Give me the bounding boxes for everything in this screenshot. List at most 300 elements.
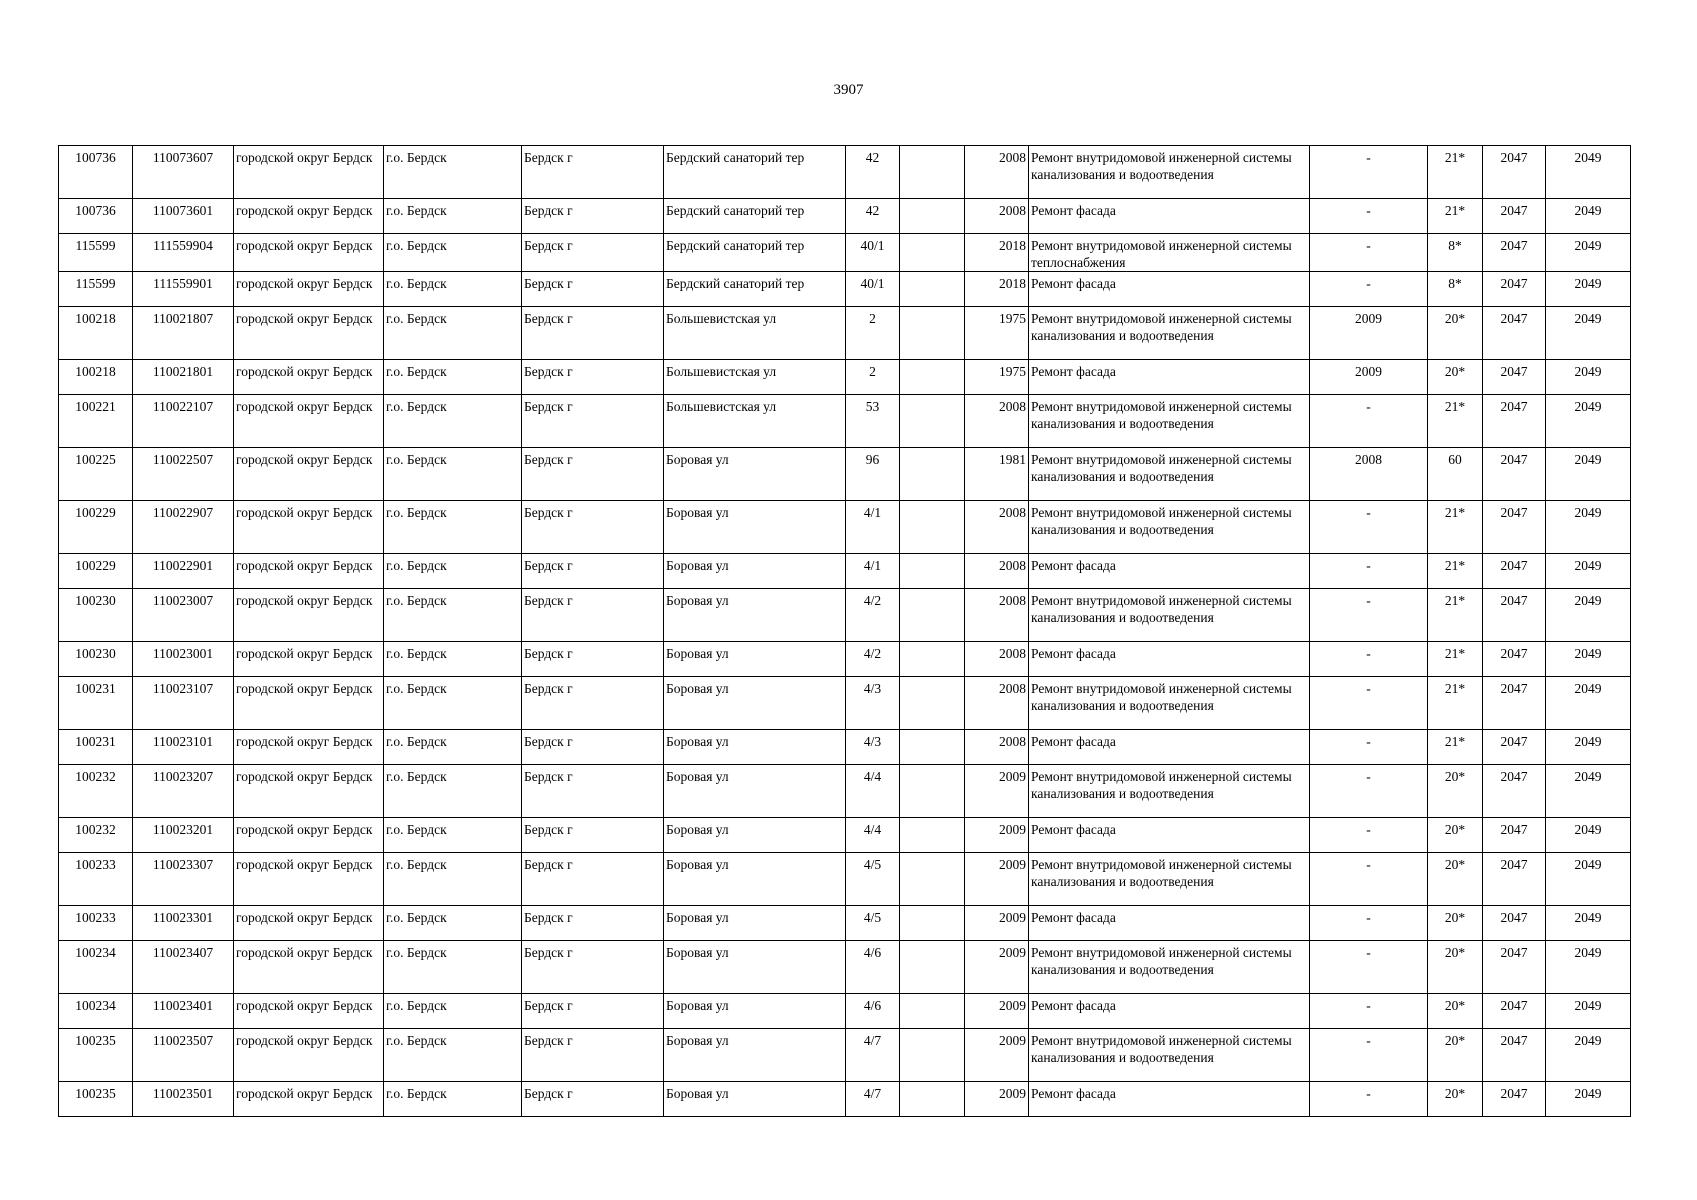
work-type-cell: Ремонт внутридомовой инженерной системы канализования и водоотведения — [1029, 501, 1310, 554]
settlement-cell: Бердск г — [522, 642, 664, 677]
work-code-cell: 111559904 — [133, 234, 234, 272]
build-year-cell: 2008 — [965, 199, 1029, 234]
build-year-cell: 2018 — [965, 234, 1029, 272]
house-number-cell: 4/6 — [846, 941, 900, 994]
table-row — [59, 589, 1631, 642]
wear-percent-cell: 21* — [1428, 642, 1483, 677]
table-row — [59, 146, 1631, 199]
street-cell: Боровая ул — [664, 853, 846, 906]
building-cell — [900, 765, 965, 818]
wear-percent-cell: 20* — [1428, 765, 1483, 818]
street-cell: Бердский санаторий тер — [664, 199, 846, 234]
last-repair-year-cell: - — [1310, 941, 1428, 994]
last-repair-year-cell: - — [1310, 1029, 1428, 1082]
work-type-cell: Ремонт внутридомовой инженерной системы канализования и водоотведения — [1029, 941, 1310, 994]
page-number: 3907 — [833, 82, 864, 98]
work-code-cell: 110023301 — [133, 906, 234, 941]
settlement-cell: Бердск г — [522, 994, 664, 1029]
work-type-cell: Ремонт фасада — [1029, 642, 1310, 677]
end-year-cell: 2049 — [1546, 642, 1631, 677]
wear-percent-cell: 20* — [1428, 818, 1483, 853]
last-repair-year-cell: - — [1310, 272, 1428, 307]
build-year-cell: 2008 — [965, 642, 1029, 677]
table-row — [59, 906, 1631, 941]
wear-percent-cell: 21* — [1428, 501, 1483, 554]
work-type-cell: Ремонт фасада — [1029, 272, 1310, 307]
end-year-cell: 2049 — [1546, 199, 1631, 234]
settlement-cell: Бердск г — [522, 853, 664, 906]
wear-percent-cell: 21* — [1428, 589, 1483, 642]
start-year-cell: 2047 — [1483, 1082, 1546, 1117]
municipality-cell: г.о. Бердск — [384, 906, 522, 941]
house-number-cell: 4/6 — [846, 994, 900, 1029]
district-cell: городской округ Бердск — [234, 448, 384, 501]
last-repair-year-cell: - — [1310, 906, 1428, 941]
build-year-cell: 2008 — [965, 554, 1029, 589]
last-repair-year-cell: 2009 — [1310, 307, 1428, 360]
start-year-cell: 2047 — [1483, 853, 1546, 906]
table-row — [59, 360, 1631, 395]
end-year-cell: 2049 — [1546, 554, 1631, 589]
build-year-cell: 2008 — [965, 677, 1029, 730]
table-row — [59, 307, 1631, 360]
municipality-cell: г.о. Бердск — [384, 589, 522, 642]
settlement-cell: Бердск г — [522, 395, 664, 448]
district-cell: городской округ Бердск — [234, 272, 384, 307]
house-number-cell: 4/3 — [846, 730, 900, 765]
work-code-cell: 110021801 — [133, 360, 234, 395]
last-repair-year-cell: - — [1310, 501, 1428, 554]
last-repair-year-cell: - — [1310, 642, 1428, 677]
house-id-cell: 100233 — [59, 853, 133, 906]
municipality-cell: г.о. Бердск — [384, 941, 522, 994]
street-cell: Боровая ул — [664, 1029, 846, 1082]
wear-percent-cell: 8* — [1428, 272, 1483, 307]
last-repair-year-cell: - — [1310, 554, 1428, 589]
end-year-cell: 2049 — [1546, 1029, 1631, 1082]
house-id-cell: 100218 — [59, 307, 133, 360]
street-cell: Боровая ул — [664, 554, 846, 589]
build-year-cell: 2009 — [965, 818, 1029, 853]
settlement-cell: Бердск г — [522, 360, 664, 395]
house-number-cell: 42 — [846, 146, 900, 199]
wear-percent-cell: 21* — [1428, 395, 1483, 448]
building-cell — [900, 677, 965, 730]
end-year-cell: 2049 — [1546, 730, 1631, 765]
work-code-cell: 110023007 — [133, 589, 234, 642]
work-code-cell: 110022907 — [133, 501, 234, 554]
building-cell — [900, 906, 965, 941]
municipality-cell: г.о. Бердск — [384, 234, 522, 272]
house-id-cell: 100229 — [59, 554, 133, 589]
settlement-cell: Бердск г — [522, 554, 664, 589]
municipality-cell: г.о. Бердск — [384, 554, 522, 589]
work-type-cell: Ремонт внутридомовой инженерной системы канализования и водоотведения — [1029, 448, 1310, 501]
end-year-cell: 2049 — [1546, 307, 1631, 360]
work-code-cell: 110073607 — [133, 146, 234, 199]
street-cell: Боровая ул — [664, 642, 846, 677]
work-type-cell: Ремонт внутридомовой инженерной системы канализования и водоотведения — [1029, 589, 1310, 642]
house-number-cell: 42 — [846, 199, 900, 234]
municipality-cell: г.о. Бердск — [384, 146, 522, 199]
wear-percent-cell: 20* — [1428, 1029, 1483, 1082]
work-code-cell: 110023201 — [133, 818, 234, 853]
last-repair-year-cell: - — [1310, 199, 1428, 234]
work-code-cell: 110023407 — [133, 941, 234, 994]
last-repair-year-cell: - — [1310, 994, 1428, 1029]
work-code-cell: 110022901 — [133, 554, 234, 589]
last-repair-year-cell: - — [1310, 146, 1428, 199]
district-cell: городской округ Бердск — [234, 589, 384, 642]
wear-percent-cell: 21* — [1428, 199, 1483, 234]
house-id-cell: 100235 — [59, 1029, 133, 1082]
street-cell: Большевистская ул — [664, 307, 846, 360]
work-code-cell: 110022107 — [133, 395, 234, 448]
house-id-cell: 100225 — [59, 448, 133, 501]
house-number-cell: 4/2 — [846, 589, 900, 642]
build-year-cell: 2009 — [965, 1082, 1029, 1117]
start-year-cell: 2047 — [1483, 677, 1546, 730]
wear-percent-cell: 8* — [1428, 234, 1483, 272]
build-year-cell: 2009 — [965, 1029, 1029, 1082]
district-cell: городской округ Бердск — [234, 199, 384, 234]
last-repair-year-cell: - — [1310, 234, 1428, 272]
end-year-cell: 2049 — [1546, 448, 1631, 501]
table-row — [59, 1082, 1631, 1117]
street-cell: Бердский санаторий тер — [664, 234, 846, 272]
last-repair-year-cell: 2008 — [1310, 448, 1428, 501]
work-type-cell: Ремонт фасада — [1029, 818, 1310, 853]
building-cell — [900, 1082, 965, 1117]
settlement-cell: Бердск г — [522, 941, 664, 994]
building-cell — [900, 1029, 965, 1082]
work-code-cell: 110023107 — [133, 677, 234, 730]
table-row — [59, 642, 1631, 677]
wear-percent-cell: 21* — [1428, 730, 1483, 765]
end-year-cell: 2049 — [1546, 1082, 1631, 1117]
house-id-cell: 115599 — [59, 234, 133, 272]
district-cell: городской округ Бердск — [234, 234, 384, 272]
municipality-cell: г.о. Бердск — [384, 1082, 522, 1117]
settlement-cell: Бердск г — [522, 765, 664, 818]
last-repair-year-cell: - — [1310, 395, 1428, 448]
street-cell: Боровая ул — [664, 818, 846, 853]
house-id-cell: 100231 — [59, 730, 133, 765]
street-cell: Боровая ул — [664, 501, 846, 554]
house-number-cell: 4/2 — [846, 642, 900, 677]
municipality-cell: г.о. Бердск — [384, 818, 522, 853]
house-id-cell: 100230 — [59, 589, 133, 642]
settlement-cell: Бердск г — [522, 501, 664, 554]
table-row — [59, 730, 1631, 765]
wear-percent-cell: 60 — [1428, 448, 1483, 501]
start-year-cell: 2047 — [1483, 994, 1546, 1029]
municipality-cell: г.о. Бердск — [384, 501, 522, 554]
district-cell: городской округ Бердск — [234, 360, 384, 395]
last-repair-year-cell: - — [1310, 765, 1428, 818]
wear-percent-cell: 20* — [1428, 853, 1483, 906]
district-cell: городской округ Бердск — [234, 1082, 384, 1117]
building-cell — [900, 994, 965, 1029]
settlement-cell: Бердск г — [522, 677, 664, 730]
settlement-cell: Бердск г — [522, 448, 664, 501]
end-year-cell: 2049 — [1546, 272, 1631, 307]
street-cell: Боровая ул — [664, 448, 846, 501]
start-year-cell: 2047 — [1483, 941, 1546, 994]
table-body — [59, 146, 1631, 1117]
municipality-cell: г.о. Бердск — [384, 677, 522, 730]
end-year-cell: 2049 — [1546, 146, 1631, 199]
street-cell: Боровая ул — [664, 730, 846, 765]
municipality-cell: г.о. Бердск — [384, 360, 522, 395]
house-number-cell: 4/5 — [846, 853, 900, 906]
house-id-cell: 100736 — [59, 199, 133, 234]
end-year-cell: 2049 — [1546, 941, 1631, 994]
settlement-cell: Бердск г — [522, 272, 664, 307]
street-cell: Боровая ул — [664, 677, 846, 730]
house-id-cell: 100221 — [59, 395, 133, 448]
build-year-cell: 2009 — [965, 941, 1029, 994]
work-type-cell: Ремонт фасада — [1029, 199, 1310, 234]
settlement-cell: Бердск г — [522, 1082, 664, 1117]
house-id-cell: 100232 — [59, 818, 133, 853]
table-row — [59, 395, 1631, 448]
work-code-cell: 110023001 — [133, 642, 234, 677]
work-code-cell: 111559901 — [133, 272, 234, 307]
table-row — [59, 501, 1631, 554]
street-cell: Большевистская ул — [664, 395, 846, 448]
end-year-cell: 2049 — [1546, 589, 1631, 642]
work-type-cell: Ремонт внутридомовой инженерной системы канализования и водоотведения — [1029, 1029, 1310, 1082]
wear-percent-cell: 21* — [1428, 146, 1483, 199]
table-row — [59, 1029, 1631, 1082]
table-row — [59, 448, 1631, 501]
house-number-cell: 4/7 — [846, 1029, 900, 1082]
build-year-cell: 2008 — [965, 395, 1029, 448]
end-year-cell: 2049 — [1546, 818, 1631, 853]
work-code-cell: 110022507 — [133, 448, 234, 501]
end-year-cell: 2049 — [1546, 677, 1631, 730]
last-repair-year-cell: - — [1310, 677, 1428, 730]
district-cell: городской округ Бердск — [234, 642, 384, 677]
municipality-cell: г.о. Бердск — [384, 395, 522, 448]
district-cell: городской округ Бердск — [234, 146, 384, 199]
start-year-cell: 2047 — [1483, 272, 1546, 307]
table-row — [59, 941, 1631, 994]
work-type-cell: Ремонт фасада — [1029, 994, 1310, 1029]
house-id-cell: 100229 — [59, 501, 133, 554]
last-repair-year-cell: - — [1310, 589, 1428, 642]
table-row — [59, 272, 1631, 307]
building-cell — [900, 360, 965, 395]
building-cell — [900, 589, 965, 642]
building-cell — [900, 395, 965, 448]
house-number-cell: 4/5 — [846, 906, 900, 941]
settlement-cell: Бердск г — [522, 199, 664, 234]
district-cell: городской округ Бердск — [234, 307, 384, 360]
table-row — [59, 677, 1631, 730]
municipality-cell: г.о. Бердск — [384, 448, 522, 501]
last-repair-year-cell: - — [1310, 730, 1428, 765]
table-row — [59, 554, 1631, 589]
build-year-cell: 2008 — [965, 501, 1029, 554]
work-type-cell: Ремонт внутридомовой инженерной системы канализования и водоотведения — [1029, 677, 1310, 730]
house-id-cell: 100235 — [59, 1082, 133, 1117]
house-number-cell: 2 — [846, 307, 900, 360]
municipality-cell: г.о. Бердск — [384, 272, 522, 307]
wear-percent-cell: 20* — [1428, 906, 1483, 941]
building-cell — [900, 501, 965, 554]
work-code-cell: 110023401 — [133, 994, 234, 1029]
building-cell — [900, 234, 965, 272]
start-year-cell: 2047 — [1483, 360, 1546, 395]
start-year-cell: 2047 — [1483, 906, 1546, 941]
municipality-cell: г.о. Бердск — [384, 199, 522, 234]
build-year-cell: 2009 — [965, 765, 1029, 818]
house-id-cell: 100230 — [59, 642, 133, 677]
district-cell: городской округ Бердск — [234, 906, 384, 941]
work-code-cell: 110023207 — [133, 765, 234, 818]
settlement-cell: Бердск г — [522, 307, 664, 360]
end-year-cell: 2049 — [1546, 360, 1631, 395]
work-code-cell: 110023101 — [133, 730, 234, 765]
district-cell: городской округ Бердск — [234, 994, 384, 1029]
municipality-cell: г.о. Бердск — [384, 1029, 522, 1082]
building-cell — [900, 272, 965, 307]
start-year-cell: 2047 — [1483, 234, 1546, 272]
start-year-cell: 2047 — [1483, 199, 1546, 234]
end-year-cell: 2049 — [1546, 234, 1631, 272]
settlement-cell: Бердск г — [522, 589, 664, 642]
work-type-cell: Ремонт внутридомовой инженерной системы канализования и водоотведения — [1029, 395, 1310, 448]
build-year-cell: 2009 — [965, 994, 1029, 1029]
building-cell — [900, 448, 965, 501]
work-code-cell: 110073601 — [133, 199, 234, 234]
street-cell: Большевистская ул — [664, 360, 846, 395]
build-year-cell: 2018 — [965, 272, 1029, 307]
house-id-cell: 100233 — [59, 906, 133, 941]
district-cell: городской округ Бердск — [234, 501, 384, 554]
municipality-cell: г.о. Бердск — [384, 765, 522, 818]
house-number-cell: 4/7 — [846, 1082, 900, 1117]
street-cell: Бердский санаторий тер — [664, 272, 846, 307]
end-year-cell: 2049 — [1546, 853, 1631, 906]
wear-percent-cell: 21* — [1428, 554, 1483, 589]
table-row — [59, 765, 1631, 818]
house-number-cell: 4/4 — [846, 818, 900, 853]
house-number-cell: 2 — [846, 360, 900, 395]
building-cell — [900, 199, 965, 234]
start-year-cell: 2047 — [1483, 395, 1546, 448]
street-cell: Боровая ул — [664, 906, 846, 941]
work-type-cell: Ремонт фасада — [1029, 554, 1310, 589]
building-cell — [900, 941, 965, 994]
last-repair-year-cell: - — [1310, 818, 1428, 853]
work-type-cell: Ремонт фасада — [1029, 730, 1310, 765]
house-number-cell: 4/1 — [846, 501, 900, 554]
district-cell: городской округ Бердск — [234, 1029, 384, 1082]
start-year-cell: 2047 — [1483, 554, 1546, 589]
settlement-cell: Бердск г — [522, 730, 664, 765]
last-repair-year-cell: - — [1310, 853, 1428, 906]
wear-percent-cell: 20* — [1428, 994, 1483, 1029]
table-row — [59, 994, 1631, 1029]
district-cell: городской округ Бердск — [234, 853, 384, 906]
building-cell — [900, 642, 965, 677]
build-year-cell: 1981 — [965, 448, 1029, 501]
work-type-cell: Ремонт внутридомовой инженерной системы канализования и водоотведения — [1029, 146, 1310, 199]
start-year-cell: 2047 — [1483, 589, 1546, 642]
house-id-cell: 100234 — [59, 994, 133, 1029]
municipality-cell: г.о. Бердск — [384, 730, 522, 765]
build-year-cell: 1975 — [965, 360, 1029, 395]
start-year-cell: 2047 — [1483, 448, 1546, 501]
build-year-cell: 2008 — [965, 589, 1029, 642]
end-year-cell: 2049 — [1546, 395, 1631, 448]
house-number-cell: 40/1 — [846, 234, 900, 272]
table-row — [59, 818, 1631, 853]
start-year-cell: 2047 — [1483, 501, 1546, 554]
street-cell: Боровая ул — [664, 941, 846, 994]
building-cell — [900, 730, 965, 765]
building-cell — [900, 307, 965, 360]
street-cell: Боровая ул — [664, 994, 846, 1029]
build-year-cell: 1975 — [965, 307, 1029, 360]
wear-percent-cell: 21* — [1428, 677, 1483, 730]
start-year-cell: 2047 — [1483, 730, 1546, 765]
settlement-cell: Бердск г — [522, 1029, 664, 1082]
house-number-cell: 4/4 — [846, 765, 900, 818]
end-year-cell: 2049 — [1546, 906, 1631, 941]
start-year-cell: 2047 — [1483, 146, 1546, 199]
table-row — [59, 853, 1631, 906]
municipality-cell: г.о. Бердск — [384, 642, 522, 677]
build-year-cell: 2008 — [965, 730, 1029, 765]
municipality-cell: г.о. Бердск — [384, 853, 522, 906]
building-cell — [900, 818, 965, 853]
house-number-cell: 4/1 — [846, 554, 900, 589]
settlement-cell: Бердск г — [522, 818, 664, 853]
build-year-cell: 2008 — [965, 146, 1029, 199]
end-year-cell: 2049 — [1546, 501, 1631, 554]
district-cell: городской округ Бердск — [234, 730, 384, 765]
start-year-cell: 2047 — [1483, 307, 1546, 360]
district-cell: городской округ Бердск — [234, 395, 384, 448]
build-year-cell: 2009 — [965, 906, 1029, 941]
district-cell: городской округ Бердск — [234, 765, 384, 818]
wear-percent-cell: 20* — [1428, 360, 1483, 395]
work-type-cell: Ремонт внутридомовой инженерной системы канализования и водоотведения — [1029, 765, 1310, 818]
district-cell: городской округ Бердск — [234, 941, 384, 994]
end-year-cell: 2049 — [1546, 994, 1631, 1029]
house-id-cell: 100231 — [59, 677, 133, 730]
house-id-cell: 100232 — [59, 765, 133, 818]
house-id-cell: 100218 — [59, 360, 133, 395]
work-code-cell: 110023501 — [133, 1082, 234, 1117]
municipality-cell: г.о. Бердск — [384, 994, 522, 1029]
district-cell: городской округ Бердск — [234, 554, 384, 589]
start-year-cell: 2047 — [1483, 818, 1546, 853]
start-year-cell: 2047 — [1483, 1029, 1546, 1082]
district-cell: городской округ Бердск — [234, 818, 384, 853]
wear-percent-cell: 20* — [1428, 941, 1483, 994]
house-number-cell: 53 — [846, 395, 900, 448]
work-code-cell: 110021807 — [133, 307, 234, 360]
house-id-cell: 100234 — [59, 941, 133, 994]
work-type-cell: Ремонт внутридомовой инженерной системы канализования и водоотведения — [1029, 307, 1310, 360]
building-cell — [900, 554, 965, 589]
settlement-cell: Бердск г — [522, 234, 664, 272]
